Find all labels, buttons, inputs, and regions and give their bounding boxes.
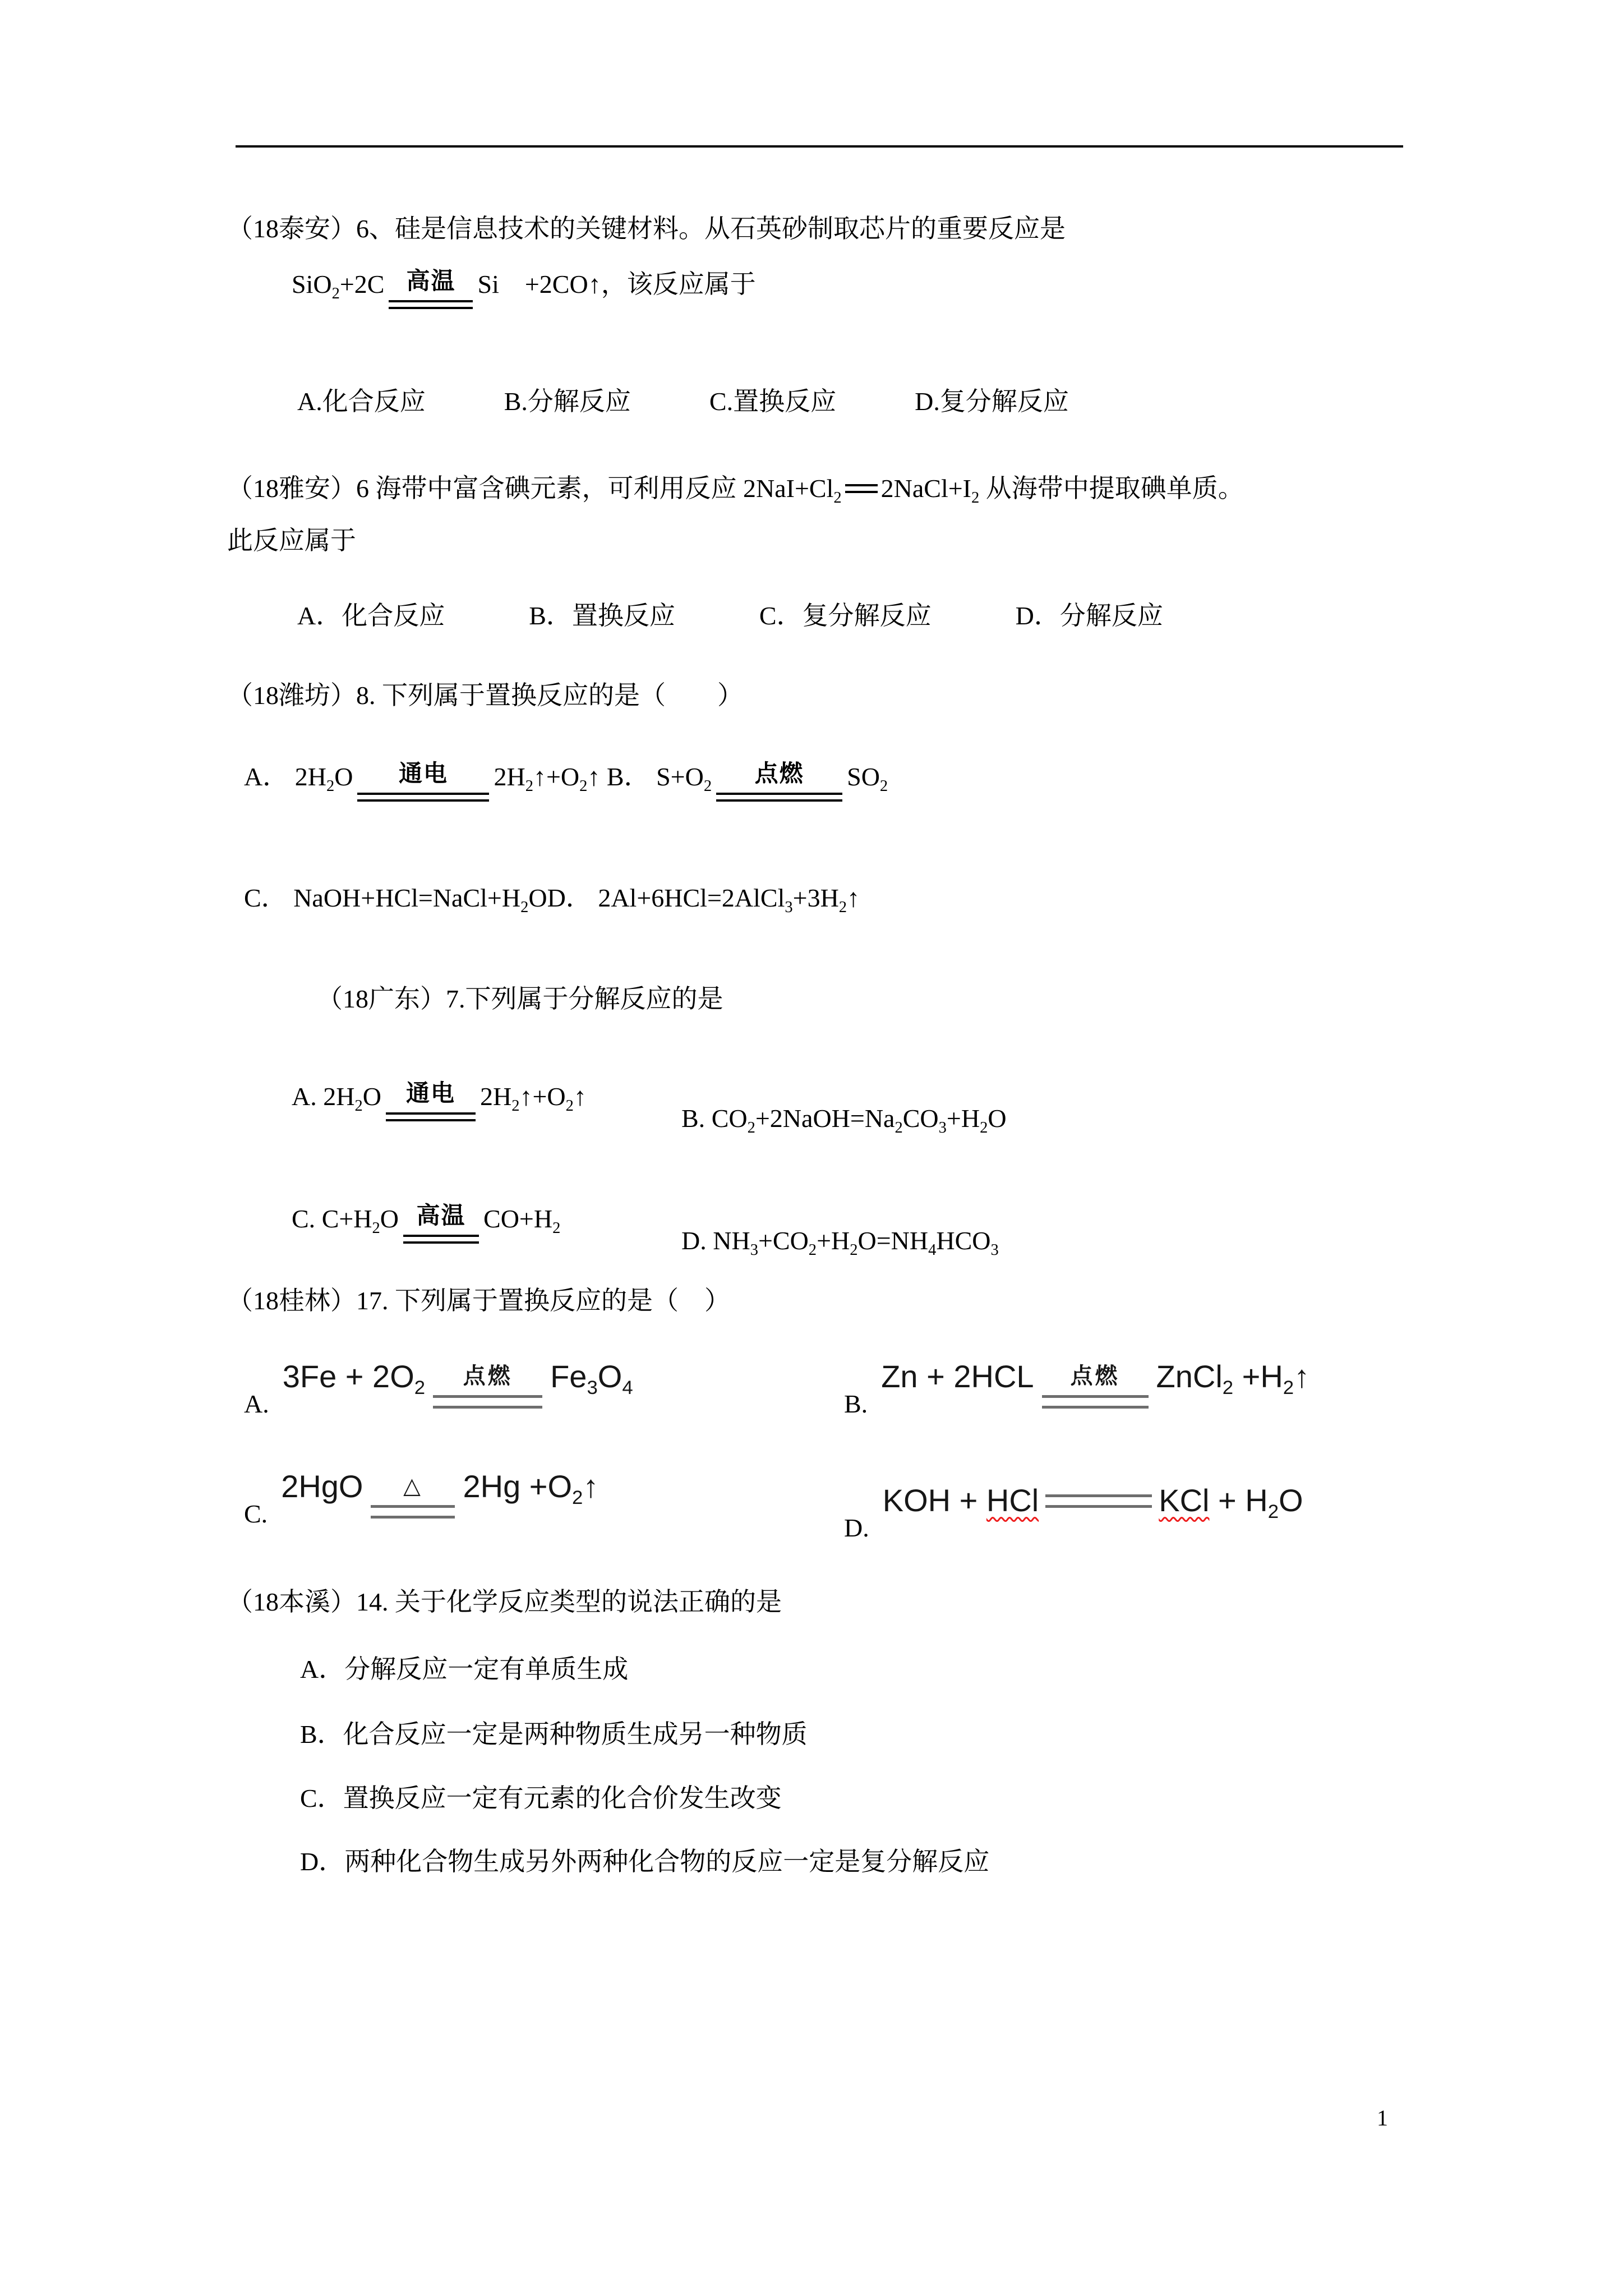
chemical-formula: $2H_2↑+O_2↑$ <box>494 762 601 795</box>
equals-double-line <box>357 793 489 802</box>
chemical-formula: $SO_2$ <box>847 762 888 795</box>
q6-option-d: D．两种化合物生成另外两种化合物的反应一定是复分解反应 <box>300 1847 990 1876</box>
reaction-condition-label: 高温 <box>416 1203 466 1229</box>
q2-option-d: D．分解反应 <box>1015 601 1163 630</box>
reaction-condition-over-equals <box>357 762 489 802</box>
q2-options <box>297 601 1163 631</box>
option-label: B. <box>844 1389 868 1418</box>
text: Si +2CO↑，该反应属于 <box>477 270 756 298</box>
q3-heading: （18潍坊）8. 下列属于置换反应的是（ ） <box>227 681 743 710</box>
chemical-formula: $S+O_2$ <box>656 762 712 795</box>
reaction-condition-over-equals <box>716 762 842 802</box>
text: C. <box>292 1204 322 1233</box>
reaction-condition-label: 高温 <box>406 269 456 295</box>
equals-double-line <box>1042 1395 1149 1409</box>
equals-double-line <box>716 793 842 802</box>
chemical-formula: $Fe_3O_4$ <box>550 1359 633 1399</box>
chemical-formula: + $H_2O$ <box>1209 1483 1303 1523</box>
chemical-formula: $CO_2+2NaOH=Na_2CO_3+H_2O$ <box>711 1104 1007 1137</box>
q1-option-d: D.复分解反应 <box>915 387 1069 416</box>
equals-double-line <box>389 300 473 309</box>
q5-heading: （18桂林）17. 下列属于置换反应的是（ ） <box>227 1286 730 1315</box>
q2-option-b: B．置换反应 <box>529 601 675 630</box>
q1-option-b: B.分解反应 <box>504 387 631 416</box>
q4-option-d-equation <box>681 1226 999 1259</box>
q1-option-c: C.置换反应 <box>709 387 837 416</box>
chemical-formula: $2Hg +O_2↑$ <box>463 1469 599 1509</box>
equals-double-line <box>403 1235 479 1244</box>
q2-option-a: A．化合反应 <box>297 601 445 630</box>
chemical-formula: $3Fe + 2O_2$ <box>282 1359 426 1399</box>
reaction-condition-over-equals <box>433 1365 542 1409</box>
text: （18雅安）6 海带中富含碘元素，可利用反应 <box>227 474 743 503</box>
reaction-condition-label: △ <box>403 1474 423 1498</box>
chemical-formula: $C+H_2O$ <box>321 1204 399 1237</box>
text: B． <box>600 762 657 791</box>
q4-heading: （18广东）7.下列属于分解反应的是 <box>317 984 723 1013</box>
chemical-formula: $2H_2O$ <box>323 1082 381 1115</box>
chemical-formula: KOH + <box>882 1483 986 1518</box>
option-label: C. <box>244 1499 268 1528</box>
reaction-condition-over-equals <box>371 1475 455 1519</box>
chemical-formula: $CO+H_2$ <box>483 1204 561 1237</box>
equals-double-line <box>433 1395 542 1409</box>
chemical-formula: $2NaI+Cl_2$ <box>743 474 842 507</box>
q1-options <box>297 387 1069 417</box>
q4-option-b-equation <box>681 1104 1007 1137</box>
chemical-formula: ZnCl$_2$ $+H_2↑$ <box>1156 1359 1310 1399</box>
q5-option-c-equation-image <box>244 1469 599 1528</box>
reaction-condition-over-equals <box>403 1204 479 1244</box>
q6-heading: （18本溪）14. 关于化学反应类型的说法正确的是 <box>227 1588 782 1616</box>
chemical-formula: $NH_3+CO_2+H_2O=NH_4HCO_3$ <box>713 1226 999 1259</box>
q5-option-d-equation-image <box>844 1483 1303 1542</box>
q2-option-c: C．复分解反应 <box>759 601 932 630</box>
header-rule <box>236 145 1403 148</box>
reaction-condition-over-equals <box>389 270 473 309</box>
equals-double-line <box>845 484 878 493</box>
chemical-formula: SiO$_2$+2C <box>292 270 385 303</box>
text: B. <box>681 1104 712 1133</box>
chemical-formula: $2H_2O$ <box>294 762 353 795</box>
chemical-formula: $2Al+6HCl=2AlCl_3+3H_2↑$ <box>598 884 860 917</box>
q6-option-a: A．分解反应一定有单质生成 <box>300 1655 629 1683</box>
reaction-condition-label: 通电 <box>398 761 448 787</box>
q3-options-a-b-equations <box>244 762 888 802</box>
chemical-formula-wavy-underlined: KCl <box>1159 1483 1210 1518</box>
reaction-condition-over-equals <box>1042 1365 1149 1409</box>
q6-option-c: C．置换反应一定有元素的化合价发生改变 <box>300 1784 782 1812</box>
reaction-condition-label: 点燃 <box>1070 1364 1120 1388</box>
q5-option-a-equation-image <box>244 1359 633 1418</box>
equals-double-line <box>386 1112 476 1121</box>
q1-equation <box>292 270 756 309</box>
chemical-formula: 2HgO <box>281 1469 363 1504</box>
reaction-condition-label: 通电 <box>405 1081 455 1107</box>
reaction-condition-over-equals <box>386 1082 476 1121</box>
q2-heading <box>227 474 1244 507</box>
text: 从海带中提取碘单质。 <box>979 474 1244 503</box>
reaction-condition-label: 点燃 <box>463 1364 513 1388</box>
text: D. <box>681 1226 713 1255</box>
q5-option-b-equation-image <box>844 1359 1310 1418</box>
q1-heading: （18泰安）6、硅是信息技术的关键材料。从石英砂制取芯片的重要反应是 <box>227 214 1066 243</box>
q4-option-a-equation <box>292 1082 587 1121</box>
reaction-condition-label: 点燃 <box>754 761 804 787</box>
text: A． <box>244 762 295 791</box>
chemical-formula: $2H_2↑+O_2↑$ <box>479 1082 587 1115</box>
q6-option-b: B．化合反应一定是两种物质生成另一种物质 <box>300 1720 808 1749</box>
equals-double-line <box>1045 1494 1152 1508</box>
q3-options-c-d-equations <box>244 884 860 917</box>
text: D． <box>547 884 598 912</box>
chemical-formula: Zn + 2HCL <box>881 1359 1034 1394</box>
equals-double-line <box>371 1505 455 1519</box>
option-label: A. <box>244 1389 269 1418</box>
chemical-formula: $2NaCl+I_2$ <box>880 474 980 507</box>
text: C． <box>244 884 294 912</box>
chemical-formula: $NaOH+HCl=NaCl+H_2O$ <box>293 884 547 917</box>
q1-option-a: A.化合反应 <box>297 387 426 416</box>
page-number: 1 <box>1377 2105 1388 2131</box>
q4-option-c-equation <box>292 1204 560 1244</box>
chemical-formula-wavy-underlined: HCl <box>986 1483 1039 1518</box>
text: A. <box>292 1082 324 1111</box>
q2-heading-line2: 此反应属于 <box>227 526 356 555</box>
option-label: D. <box>844 1513 869 1542</box>
